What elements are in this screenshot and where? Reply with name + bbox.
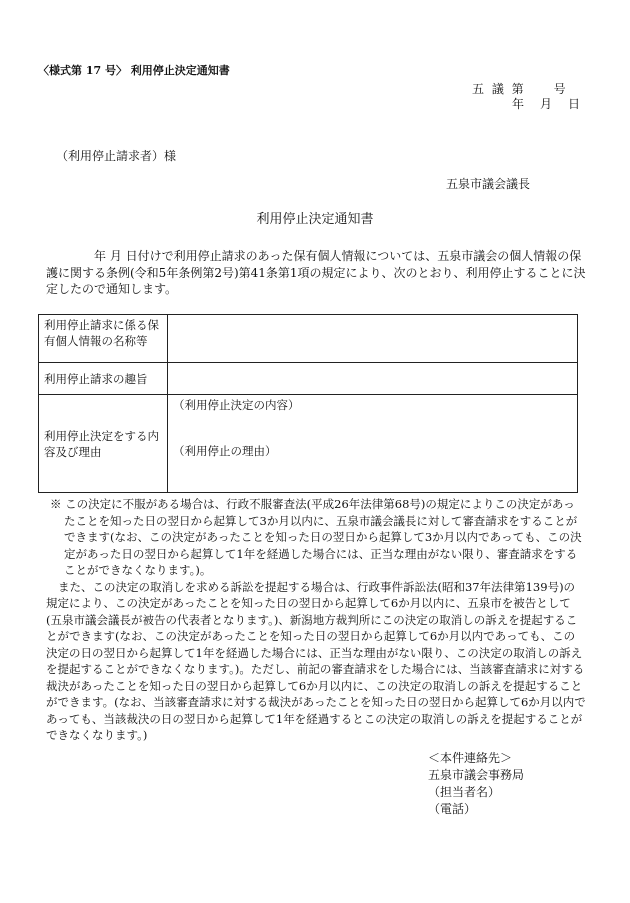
contact-heading: ＜本件連絡先＞ [428,751,513,765]
lawsuit-note: また、この決定の取消しを求める訴訟を提起する場合は、行政事件訴訟法(昭和37年法律第139号)の規定により、この決定があったことを知った日の翌日から起算して6か月以内に、五泉市を被告として(五泉市議会議長が被告の代表者となります。)、新潟地方裁判所にこの決定の取消しの訴えを提起することができます(なお、この決定があったことを知った日の翌日から起算して6か月以内であっても、この決定の日の翌日から起算して1年を経過した場合には、正当な理由がない限り、この決定の取消しの訴えを提起することができなくなります。)。ただし、前記の審査請求をした場合には、当該審査請求に対する裁決があったことを知った日の翌日から起算して6か月以内に、この決定の取消しの訴えを提起することができます。(なお、当該審査請求に対する裁決があったことを知った日の翌日から起算して6か月以内であっても、当該裁決の日の翌日から起算して1年を経過するとこの決定の取消しの訴えを提起することができなくなります。) [46,579,586,742]
document-title: 利用停止決定通知書 [256,212,374,227]
decision-table [38,314,578,493]
table-row [39,315,578,363]
document-number: 五 議 第 号 [472,82,568,96]
contact-block [428,750,524,818]
issuer: 五泉市議会議長 [446,177,531,191]
addressee: （利用停止請求者）様 [56,149,177,163]
body-paragraph: 年 月 日付けで利用停止請求のあった保有個人情報については、五泉市議会の個人情報の保護に関する条例(令和5年条例第2号)第41条第1項の規定により、次のとおり、利用停止することに決定したので通知します。 [46,249,586,296]
row-label-info-name: 利用停止請求に係る保有個人情報の名称等 [39,315,168,363]
row-value-request-purpose [168,363,578,395]
decision-content-heading: （利用停止決定の内容） [173,398,300,412]
row-label-decision-reason: 利用停止決定をする内容及び理由 [39,395,168,493]
notes [46,496,586,744]
document-date: 年 月 日 [512,97,583,111]
form-label: 〈様式第 17 号〉 利用停止決定通知書 [38,64,230,77]
contact-office: 五泉市議会事務局 [428,768,525,782]
decision-reason-heading: （利用停止の理由） [173,444,277,458]
contact-phone: （電話） [428,802,477,816]
appeal-note: ※ この決定に不服がある場合は、行政不服審査法(平成26年法律第68号)の規定によりこの決定があったことを知った日の翌日から起算して3か月以内に、五泉市議会議長に対して審査請求をすることができます(なお、この決定があったことを知った日の翌日から起算して3か月以内であっても、この決定があった日の翌日から起算して1年を経過した場合には、正当な理由がない限り、審査請求をすることができなくなります。)。 [50,497,582,577]
row-value-info-name [168,315,578,363]
table-row [39,363,578,395]
row-value-decision-reason [168,395,578,493]
contact-person: （担当者名） [428,785,501,799]
row-label-request-purpose: 利用停止請求の趣旨 [39,363,168,395]
table-row [39,395,578,493]
